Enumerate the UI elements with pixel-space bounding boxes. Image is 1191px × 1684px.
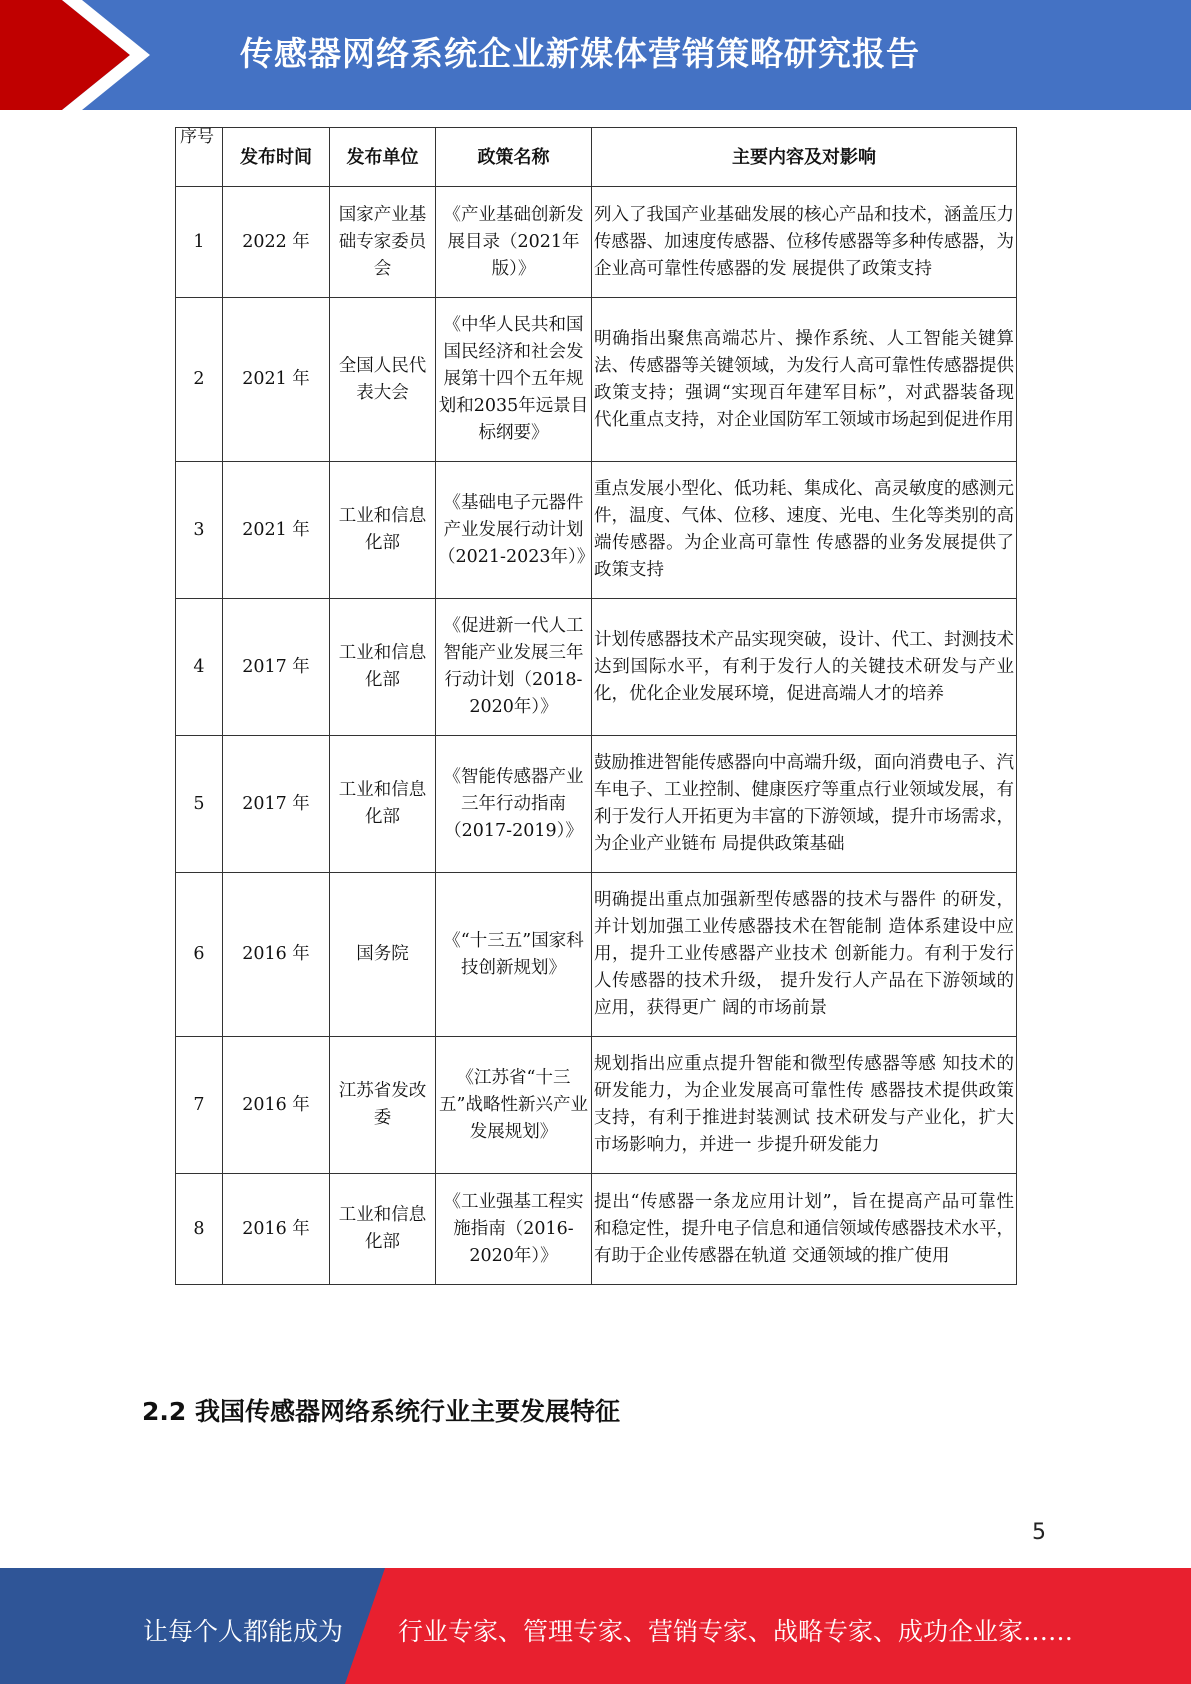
row-no: 8 — [176, 1174, 223, 1285]
row-policy-name: 《中华人民共和国国民经济和社会发展第十四个五年规划和2035年远景目标纲要》 — [436, 298, 592, 462]
table-row — [176, 873, 1017, 1037]
page-number: 5 — [1032, 1520, 1046, 1545]
row-content: 提出“传感器一条龙应用计划”，旨在提高产品可靠性和稳定性，提升电子信息和通信领域传感器技术水平，有助于企业传感器在轨道 交通领域的推广使用 — [592, 1174, 1017, 1285]
footer-slogan-right: 行业专家、管理专家、营销专家、战略专家、成功企业家…… — [398, 1617, 1074, 1646]
table-row — [176, 599, 1017, 736]
row-policy-name: 《智能传感器产业三年行动指南（2017-2019）》 — [436, 736, 592, 873]
table-row — [176, 298, 1017, 462]
row-no: 4 — [176, 599, 223, 736]
row-content: 重点发展小型化、低功耗、集成化、高灵敏度的感测元件，温度、气体、位移、速度、光电、生化等类别的高端传感器。为企业高可靠性 传感器的业务发展提供了政策支持 — [592, 462, 1017, 599]
row-policy-name: 《产业基础创新发展目录（2021年版）》 — [436, 187, 592, 298]
row-issuer: 江苏省发改委 — [330, 1037, 436, 1174]
table-row — [176, 462, 1017, 599]
section-heading: 2.2 我国传感器网络系统行业主要发展特征 — [142, 1397, 620, 1426]
row-content: 明确指出聚焦高端芯片、操作系统、人工智能关键算法、传感器等关键领域，为发行人高可靠性传感器提供政策支持；强调“实现百年建军目标”，对武器装备现代化重点支持，对企业国防军工领域市场起到促进作用 — [592, 298, 1017, 462]
row-content: 计划传感器技术产品实现突破，设计、代工、封测技术达到国际水平，有利于发行人的关键技术研发与产业化，优化企业发展环境，促进高端人才的培养 — [592, 599, 1017, 736]
row-date: 2017 年 — [223, 736, 330, 873]
row-issuer: 国家产业基础专家委员会 — [330, 187, 436, 298]
policy-table — [175, 127, 1017, 1285]
page-footer — [0, 1568, 1191, 1684]
row-issuer: 工业和信息化部 — [330, 599, 436, 736]
row-content: 明确提出重点加强新型传感器的技术与器件 的研发，并计划加强工业传感器技术在智能制 造体系建设中应用，提升工业传感器产业技术 创新能力。有利于发行人传感器的技术升级， 提升发行人产品在下游领域的应用，获得更广 阔的市场前景 — [592, 873, 1017, 1037]
table-row — [176, 1037, 1017, 1174]
row-date: 2016 年 — [223, 1174, 330, 1285]
row-date: 2021 年 — [223, 298, 330, 462]
row-no: 1 — [176, 187, 223, 298]
footer-slogan-left: 让每个人都能成为 — [143, 1617, 344, 1646]
row-policy-name: 《促进新一代人工智能产业发展三年行动计划（2018-2020年）》 — [436, 599, 592, 736]
header-content: 主要内容及对影响 — [592, 128, 1017, 187]
row-content: 鼓励推进智能传感器向中高端升级，面向消费电子、汽车电子、工业控制、健康医疗等重点行业领域发展，有利于发行人开拓更为丰富的下游领域，提升市场需求，为企业产业链布 局提供政策基础 — [592, 736, 1017, 873]
row-content: 列入了我国产业基础发展的核心产品和技术，涵盖压力传感器、加速度传感器、位移传感器等多种传感器，为企业高可靠性传感器的发 展提供了政策支持 — [592, 187, 1017, 298]
table-row — [176, 1174, 1017, 1285]
row-policy-name: 《“十三五”国家科技创新规划》 — [436, 873, 592, 1037]
row-no: 3 — [176, 462, 223, 599]
header-issuer: 发布单位 — [330, 128, 436, 187]
row-date: 2021 年 — [223, 462, 330, 599]
row-date: 2022 年 — [223, 187, 330, 298]
row-policy-name: 《工业强基工程实施指南（2016-2020年）》 — [436, 1174, 592, 1285]
header-policy-name: 政策名称 — [436, 128, 592, 187]
row-issuer: 工业和信息化部 — [330, 736, 436, 873]
header-no: 序号 — [176, 128, 223, 187]
report-title: 传感器网络系统企业新媒体营销策略研究报告 — [240, 34, 920, 73]
row-issuer: 工业和信息化部 — [330, 1174, 436, 1285]
row-no: 7 — [176, 1037, 223, 1174]
header-date: 发布时间 — [223, 128, 330, 187]
row-policy-name: 《江苏省“十三五”战略性新兴产业发展规划》 — [436, 1037, 592, 1174]
header-chevron-decoration — [0, 0, 150, 110]
row-date: 2016 年 — [223, 1037, 330, 1174]
table-row — [176, 736, 1017, 873]
row-no: 2 — [176, 298, 223, 462]
row-date: 2016 年 — [223, 873, 330, 1037]
table-header-row — [176, 128, 1017, 187]
row-issuer: 全国人民代表大会 — [330, 298, 436, 462]
row-content: 规划指出应重点提升智能和微型传感器等感 知技术的研发能力，为企业发展高可靠性传 感器技术提供政策支持，有利于推进封装测试 技术研发与产业化，扩大市场影响力，并进一 步提升研发能力 — [592, 1037, 1017, 1174]
row-no: 5 — [176, 736, 223, 873]
page-header — [0, 0, 1191, 110]
row-policy-name: 《基础电子元器件产业发展行动计划（2021-2023年）》 — [436, 462, 592, 599]
row-date: 2017 年 — [223, 599, 330, 736]
table-row — [176, 187, 1017, 298]
row-issuer: 国务院 — [330, 873, 436, 1037]
row-issuer: 工业和信息化部 — [330, 462, 436, 599]
row-no: 6 — [176, 873, 223, 1037]
